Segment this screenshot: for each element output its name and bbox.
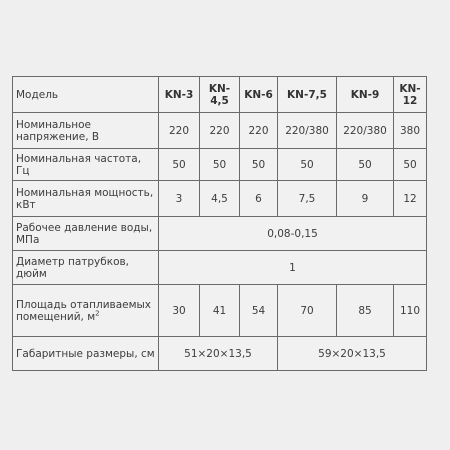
model-header-kn-3: KN-3 [159, 77, 200, 113]
table-header-row [13, 77, 427, 113]
table-row-pipe-diameter [13, 251, 427, 285]
table-row-voltage [13, 113, 427, 149]
table-cell: 9 [337, 181, 394, 217]
table-cell: 50 [337, 149, 394, 181]
table-cell: 12 [394, 181, 427, 217]
table-cell-merged: 1 [159, 251, 427, 285]
table-cell: 30 [159, 285, 200, 337]
specifications-table [12, 76, 427, 371]
table-cell: 220 [159, 113, 200, 149]
model-header-kn-6: KN-6 [240, 77, 278, 113]
row-label-superscript: 2 [95, 309, 100, 317]
table-cell: 220/380 [278, 113, 337, 149]
table-cell: 85 [337, 285, 394, 337]
row-label-voltage: Номинальное напряжение, В [13, 113, 159, 149]
table-cell: 50 [240, 149, 278, 181]
row-label-heated-area-text: Площадь отапливаемых помещений, м [16, 298, 152, 323]
table-cell: 54 [240, 285, 278, 337]
row-label-dimensions: Габаритные размеры, см [13, 337, 159, 371]
table-cell: 50 [159, 149, 200, 181]
table-row-dimensions [13, 337, 427, 371]
table-cell: 380 [394, 113, 427, 149]
model-header-kn-4-5: KN-4,5 [200, 77, 240, 113]
row-label-pipe-diameter: Диаметр патрубков, дюйм [13, 251, 159, 285]
table-row-pressure [13, 217, 427, 251]
table-cell-group-small: 51×20×13,5 [159, 337, 278, 371]
model-header-kn-7-5: KN-7,5 [278, 77, 337, 113]
table-cell: 50 [278, 149, 337, 181]
table-cell: 3 [159, 181, 200, 217]
table-cell: 41 [200, 285, 240, 337]
model-header-kn-12: KN-12 [394, 77, 427, 113]
table-cell: 220/380 [337, 113, 394, 149]
table-cell: 220 [240, 113, 278, 149]
table-cell-group-large: 59×20×13,5 [278, 337, 427, 371]
table-cell: 70 [278, 285, 337, 337]
table-row-frequency [13, 149, 427, 181]
row-label-heated-area [13, 285, 159, 337]
table-cell: 50 [200, 149, 240, 181]
row-label-frequency: Номинальная частота, Гц [13, 149, 159, 181]
row-label-power: Номинальная мощность, кВт [13, 181, 159, 217]
model-header-cell: Модель [13, 77, 159, 113]
table-cell: 220 [200, 113, 240, 149]
table-cell: 4,5 [200, 181, 240, 217]
model-header-kn-9: KN-9 [337, 77, 394, 113]
table-row-heated-area [13, 285, 427, 337]
row-label-pressure: Рабочее давление воды, МПа [13, 217, 159, 251]
table-row-power [13, 181, 427, 217]
table-cell: 7,5 [278, 181, 337, 217]
table-cell-merged: 0,08-0,15 [159, 217, 427, 251]
table-cell: 110 [394, 285, 427, 337]
table-cell: 6 [240, 181, 278, 217]
table-cell: 50 [394, 149, 427, 181]
